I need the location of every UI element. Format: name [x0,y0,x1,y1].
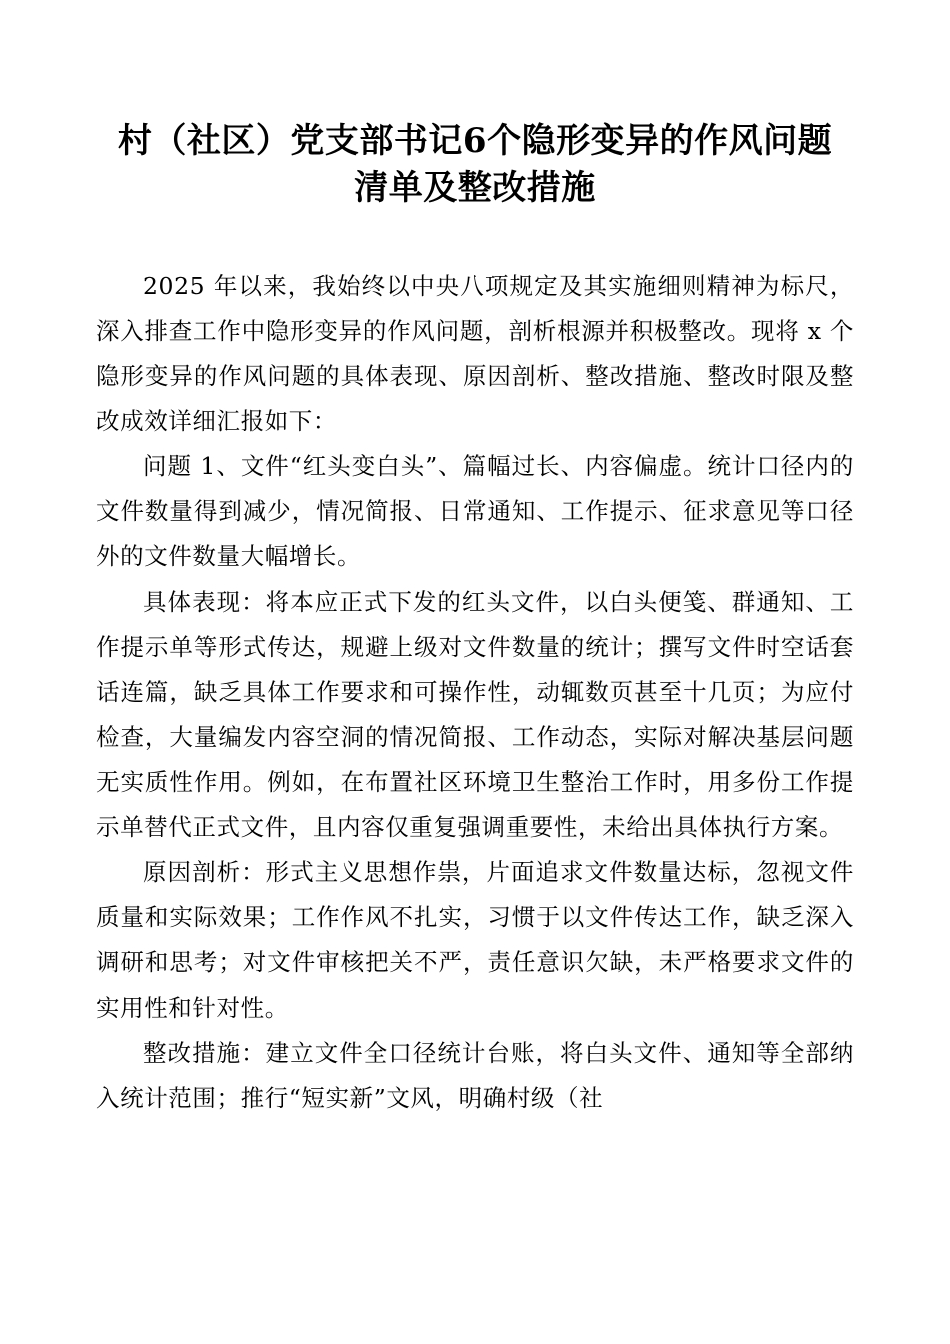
page-title: 村（社区）党支部书记6个隐形变异的作风问题清单及整改措施 [117,121,833,208]
paragraph: 2025 年以来，我始终以中央八项规定及其实施细则精神为标尺，深入排查工作中隐形变异的作风问题，剖析根源并积极整改。现将 x 个隐形变异的作风问题的具体表现、原因剖析、整改措施、整改时限及整改成效详细汇报如下： [96,271,854,436]
paragraph: 问题 1、文件“红头变白头”、篇幅过长、内容偏虚。统计口径内的文件数量得到减少，情况简报、日常通知、工作提示、征求意见等口径外的文件数量大幅增长。 [96,452,854,571]
paragraph: 具体表现：将本应正式下发的红头文件，以白头便笺、群通知、工作提示单等形式传达，规避上级对文件数量的统计；撰写文件时空话套话连篇，缺乏具体工作要求和可操作性，动辄数页甚至十几页；为应付检查，大量编发内容空洞的情况简报、工作动态，实际对解决基层问题无实质性作用。例如，在布置社区环境卫生整治工作时，用多份工作提示单替代正式文件，且内容仅重复强调重要性，未给出具体执行方案。 [96,587,854,842]
paragraph: 原因剖析：形式主义思想作祟，片面追求文件数量达标，忽视文件质量和实际效果；工作作风不扎实，习惯于以文件传达工作，缺乏深入调研和思考；对文件审核把关不严，责任意识欠缺，未严格要求文件的实用性和针对性。 [96,858,854,1022]
paragraph: 整改措施：建立文件全口径统计台账，将白头文件、通知等全部纳入统计范围；推行“短实新”文风，明确村级（社 [96,1038,854,1112]
document-body [96,264,854,1121]
